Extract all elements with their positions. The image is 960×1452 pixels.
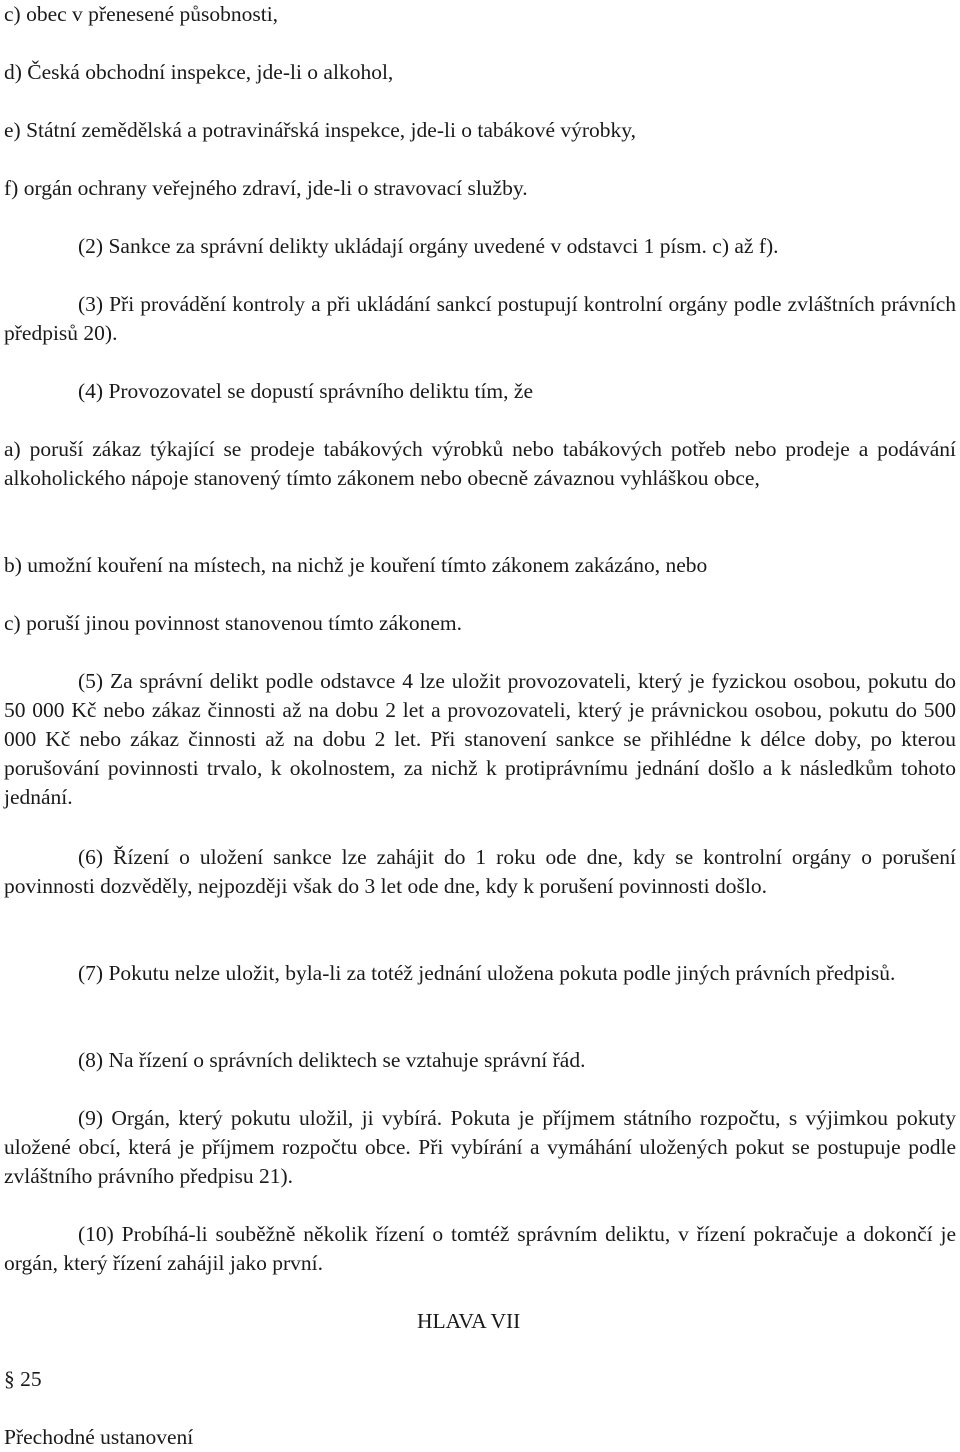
paragraph-7: (7) Pokutu nelze uložit, byla-li za totéž jednání uložena pokuta podle jiných právních předpisů. [78, 961, 896, 985]
paragraph-6: (6) Řízení o uložení sankce lze zahájit do 1 roku ode dne, kdy se kontrolní orgány o porušení povinnosti dozvěděly, nejpozději však do 3 let ode dne, kdy k porušení povinnosti došlo. [4, 845, 956, 898]
paragraph-10: (10) Probíhá-li souběžně několik řízení o tomtéž správním deliktu, v řízení pokračuje a dokončí je orgán, který řízení zahájil jako první. [4, 1222, 956, 1275]
paragraph-5: (5) Za správní delikt podle odstavce 4 lze uložit provozovateli, který je fyzickou osobou, pokutu do 50 000 Kč nebo zákaz činnosti až na dobu 2 let a provozovateli, který je právnickou osobou, pokutu do 500 000 Kč nebo zákaz činnosti až na dobu 2 let. Při stanovení sankce se přihlédne k délce doby, po kterou porušování povinnosti trvalo, k okolnostem, za nichž k protiprávnímu jednání došlo a k následkům tohoto jednání. [4, 669, 956, 809]
section-title: Přechodné ustanovení [4, 1425, 194, 1449]
list-item-f: f) orgán ochrany veřejného zdraví, jde-li o stravovací služby. [4, 176, 528, 200]
list-item-c: c) obec v přenesené působnosti, [4, 2, 279, 26]
paragraph-3: (3) Při provádění kontroly a při ukládání sankcí postupují kontrolní orgány podle zvláštních právních předpisů 20). [4, 292, 956, 345]
paragraph-4: (4) Provozovatel se dopustí správního deliktu tím, že [78, 379, 533, 403]
paragraph-8: (8) Na řízení o správních deliktech se vztahuje správní řád. [78, 1048, 586, 1072]
paragraph-9: (9) Orgán, který pokutu uložil, ji vybírá. Pokuta je příjmem státního rozpočtu, s výjimkou pokuty uložené obcí, která je příjmem rozpočtu obce. Při vybírání a vymáhání uložených pokut se postupuje podle zvláštního právního předpisu 21). [4, 1106, 956, 1188]
paragraph-2: (2) Sankce za správní delikty ukládají orgány uvedené v odstavci 1 písm. c) až f). [78, 234, 779, 258]
paragraph-4-item-b: b) umožní kouření na místech, na nichž je kouření tímto zákonem zakázáno, nebo [4, 553, 708, 577]
paragraph-4-item-c: c) poruší jinou povinnost stanovenou tímto zákonem. [4, 611, 463, 635]
list-item-e: e) Státní zemědělská a potravinářská inspekce, jde-li o tabákové výrobky, [4, 118, 637, 142]
section-number: § 25 [4, 1367, 42, 1391]
list-item-d: d) Česká obchodní inspekce, jde-li o alkohol, [4, 60, 394, 84]
paragraph-4-item-a: a) poruší zákaz týkající se prodeje tabákových výrobků nebo tabákových potřeb nebo prodeje a podávání alkoholického nápoje stanovený tímto zákonem nebo obecně závaznou vyhláškou obce, [4, 437, 956, 490]
chapter-heading: HLAVA VII [417, 1309, 521, 1333]
